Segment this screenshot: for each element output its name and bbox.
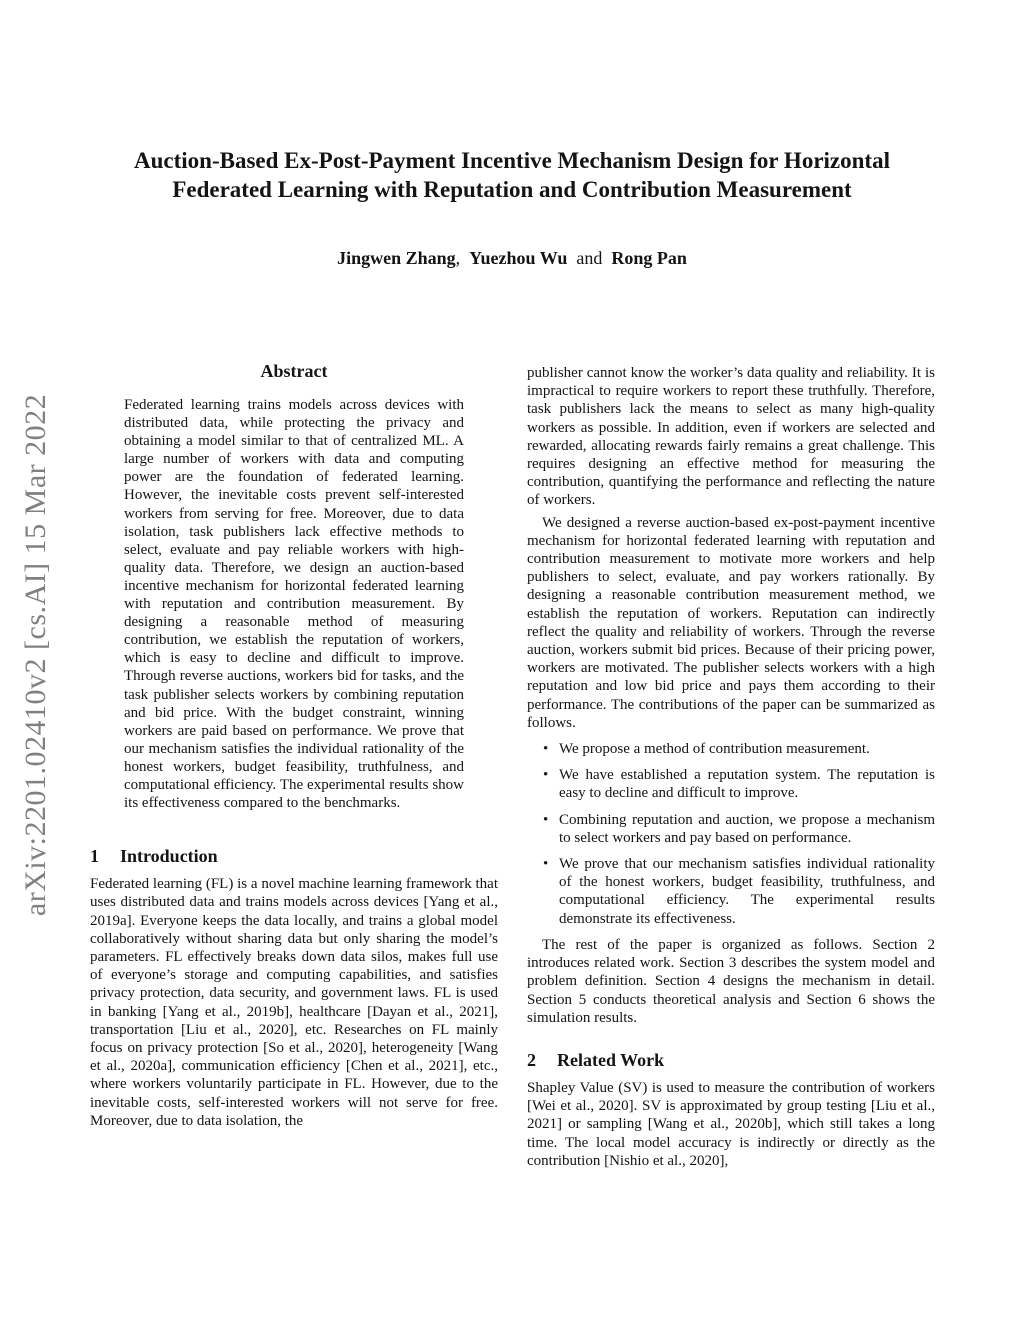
list-item-text: Combining reputation and auction, we propose a mechanism to select workers and pay based on performance. <box>559 811 935 846</box>
section-number: 2 <box>527 1049 536 1070</box>
arxiv-identifier: arXiv:2201.02410v2 [cs.AI] 15 Mar 2022 <box>19 393 52 917</box>
title-line-1: Auction-Based Ex-Post-Payment Incentive Mechanism Design for Horizontal <box>134 148 890 173</box>
list-item-text: We propose a method of contribution measurement. <box>559 741 870 758</box>
list-item <box>527 766 935 802</box>
author-name: Yuezhou Wu <box>469 248 568 268</box>
author-name: Jingwen Zhang <box>337 248 456 268</box>
section-number: 1 <box>90 846 99 867</box>
section-title: Related Work <box>557 1049 665 1070</box>
abstract-heading: Abstract <box>260 361 328 381</box>
related-work-paragraph: Shapley Value (SV) is used to measure the contribution of workers [Wei et al., 2020]. SV is approximated by group testing [Liu et al., 2021] or sampling [Wang et al., 2020b], which still takes a long time. The local model accuracy is indirectly or directly as the contribution [Nishio et al., 2020], <box>527 1079 935 1169</box>
right-column <box>527 364 935 1170</box>
section-title: Introduction <box>120 846 218 867</box>
section-heading-related-work <box>527 1049 935 1071</box>
author-name: Rong Pan <box>611 248 687 268</box>
author-separator: , <box>455 248 461 268</box>
bullet-icon: • <box>543 741 549 758</box>
list-item <box>527 855 935 928</box>
bullet-icon: • <box>543 767 549 784</box>
author-list <box>90 248 934 269</box>
contributions-list <box>527 740 935 928</box>
left-column <box>90 360 498 1130</box>
list-item-text: We prove that our mechanism satisfies individual rationality of the honest workers, budget feasibility, truthfulness, and computational efficiency. The experimental results demonstrate its effectiveness. <box>559 856 935 927</box>
title-line-2: Federated Learning with Reputation and Contribution Measurement <box>172 177 852 202</box>
intro-paragraph: The rest of the paper is organized as follows. Section 2 introduces related work. Section 3 describes the system model and problem definition. Section 4 designs the mechanism in detail. Section 5 conducts theoretical analysis and Section 6 shows the simulation results. <box>527 936 935 1026</box>
section-heading-introduction <box>90 845 498 867</box>
list-item <box>527 740 935 758</box>
list-item-text: We have established a reputation system. The reputation is easy to decline and difficult to improve. <box>559 767 935 802</box>
arxiv-sidebar <box>12 360 60 950</box>
list-item <box>527 811 935 847</box>
author-separator: and <box>576 248 603 268</box>
intro-paragraph: We designed a reverse auction-based ex-post-payment incentive mechanism for horizontal federated learning with reputation and contribution measurement to motivate more workers and help publishers to select, evaluate, and pay workers rationally. By designing a reasonable contribution measurement method, we establish the reputation of workers. Reputation can indirectly reflect the quality and reliability of workers. Through the reverse auction, workers submit bid prices. Because of their pricing power, workers are motivated. The publisher selects workers with a high reputation and low bid price and pays them according to their performance. The contributions of the paper can be summarized as follows. <box>527 514 935 731</box>
intro-paragraph-continued: publisher cannot know the worker’s data quality and reliability. It is impractical to require workers to report these truthfully. Therefore, task publishers lack the means to select as many high-quality workers as possible. In addition, even if workers are selected and rewarded, allocating rewards fairly remains a great challenge. This requires designing an effective method for measuring the contribution, quantifying the performance and reflecting the nature of workers. <box>527 365 935 509</box>
abstract-body: Federated learning trains models across devices with distributed data, while protecting the privacy and obtaining a model similar to that of centralized ML. A large number of workers with data and computing power are the foundation of federated learning. However, the inevitable costs prevent self-interested workers from serving for free. Moreover, due to data isolation, task publishers lack effective methods to select, evaluate and pay reliable workers with high-quality data. Therefore, we design an auction-based incentive mechanism for horizontal federated learning with reputation and contribution measurement. By designing a reasonable method of measuring contribution, we establish the reputation of workers, which is easy to decline and difficult to improve. Through reverse auctions, workers bid for tasks, and the task publisher selects workers by combining reputation and bid price. With the budget constraint, winning workers are paid based on performance. We prove that our mechanism satisfies the individual rationality of the honest workers, budget feasibility, truthfulness, and computational efficiency. The experimental results show its effectiveness compared to the benchmarks. <box>124 397 464 812</box>
intro-paragraph: Federated learning (FL) is a novel machine learning framework that uses distributed data and trains models across devices [Yang et al., 2019a]. Everyone keeps the data locally, and trains a global model collaboratively without sharing data but only sharing the model’s parameters. FL effectively breaks down data silos, makes full use of everyone’s storage and computing capabilities, and satisfies privacy protection, data security, and government laws. FL is used in banking [Yang et al., 2019b], healthcare [Dayan et al., 2021], transportation [Liu et al., 2020], etc. Researches on FL mainly focus on privacy protection [So et al., 2020], heterogeneity [Wang et al., 2020a], communication efficiency [Chen et al., 2021], etc., where workers voluntarily participate in FL. However, due to the inevitable costs, self-interested workers will not serve for free. Moreover, due to data isolation, the <box>90 876 498 1129</box>
paper-title <box>90 146 934 204</box>
bullet-icon: • <box>543 811 549 828</box>
bullet-icon: • <box>543 856 549 873</box>
